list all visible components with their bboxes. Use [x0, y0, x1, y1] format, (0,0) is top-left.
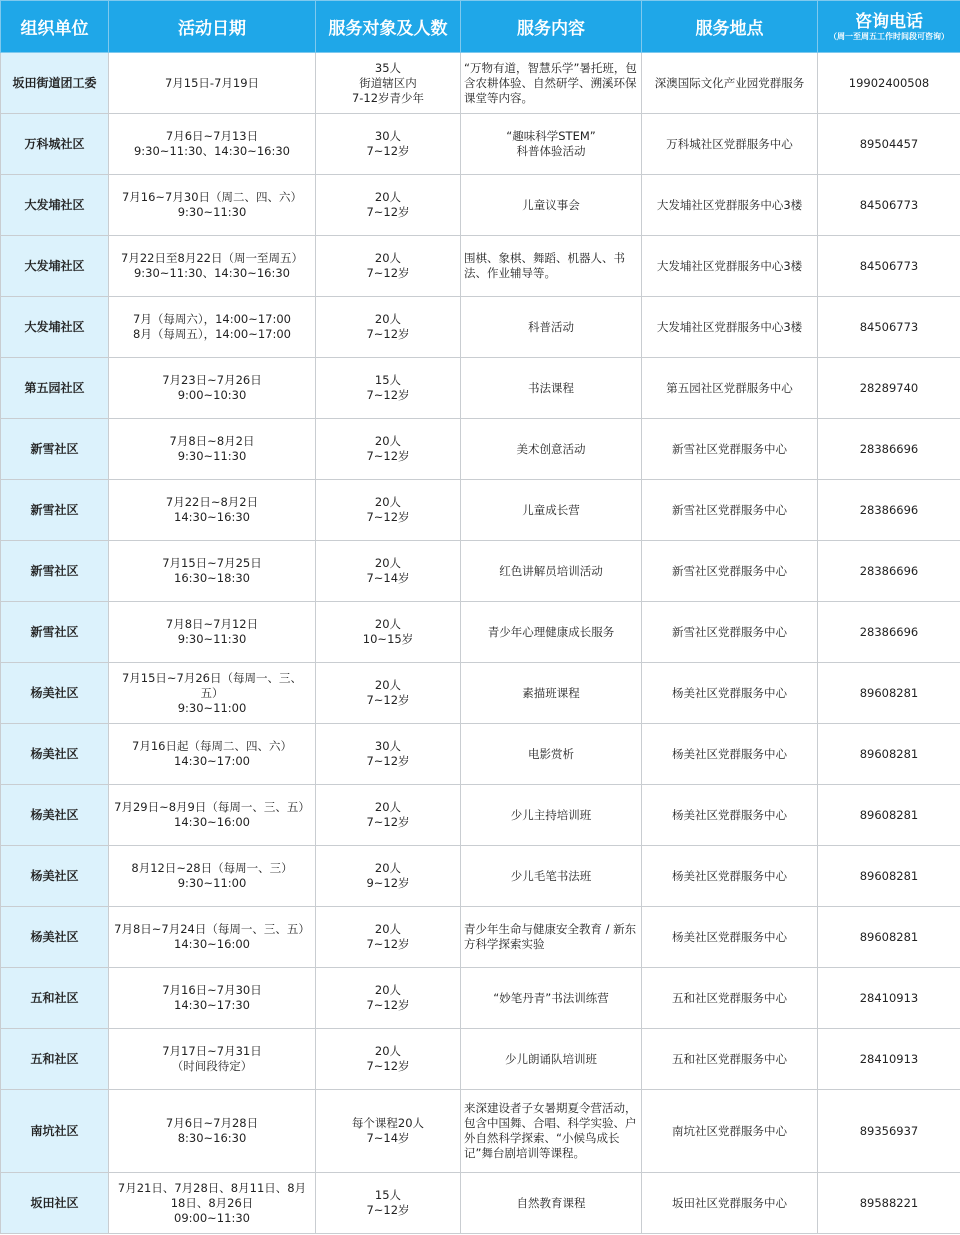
content-cell: 红色讲解员培训活动: [461, 541, 642, 602]
org-cell: 新雪社区: [1, 419, 109, 480]
target-cell: 30人 7~12岁: [316, 724, 461, 785]
phone-cell: 19902400508: [818, 53, 960, 114]
content-cell: 儿童议事会: [461, 175, 642, 236]
phone-cell: 89504457: [818, 114, 960, 175]
target-cell: 20人 7~12岁: [316, 480, 461, 541]
date-cell: 7月15日~7月26日（每周一、三、五） 9:30~11:00: [109, 663, 316, 724]
table-row: [1, 1029, 960, 1090]
location-cell: 万科城社区党群服务中心: [642, 114, 818, 175]
org-cell: 杨美社区: [1, 785, 109, 846]
target-cell: 20人 10~15岁: [316, 602, 461, 663]
header-target: 服务对象及人数: [316, 1, 461, 53]
phone-cell: 28386696: [818, 480, 960, 541]
header-org: 组织单位: [1, 1, 109, 53]
target-cell: 35人 街道辖区内 7-12岁青少年: [316, 53, 461, 114]
org-cell: 万科城社区: [1, 114, 109, 175]
content-cell: 自然教育课程: [461, 1173, 642, 1234]
org-cell: 坂田社区: [1, 1173, 109, 1234]
org-cell: 新雪社区: [1, 541, 109, 602]
table-row: [1, 907, 960, 968]
table-row: [1, 297, 960, 358]
table-body: [1, 53, 960, 1234]
table-row: [1, 236, 960, 297]
table-row: [1, 1090, 960, 1173]
location-cell: 新雪社区党群服务中心: [642, 541, 818, 602]
location-cell: 大发埔社区党群服务中心3楼: [642, 175, 818, 236]
table-row: [1, 114, 960, 175]
org-cell: 新雪社区: [1, 480, 109, 541]
phone-cell: 28386696: [818, 602, 960, 663]
location-cell: 南坑社区党群服务中心: [642, 1090, 818, 1173]
content-cell: 围棋、象棋、舞蹈、机器人、书法、作业辅导等。: [461, 236, 642, 297]
content-cell: 来深建设者子女暑期夏令营活动，包含中国舞、合唱、科学实验、户外自然科学探索、“小候鸟成长记”舞台剧培训等课程。: [461, 1090, 642, 1173]
phone-cell: 89608281: [818, 846, 960, 907]
org-cell: 大发埔社区: [1, 175, 109, 236]
phone-cell: 28410913: [818, 968, 960, 1029]
date-cell: 7月16日起（每周二、四、六） 14:30~17:00: [109, 724, 316, 785]
phone-cell: 89356937: [818, 1090, 960, 1173]
org-cell: 杨美社区: [1, 846, 109, 907]
table-row: [1, 175, 960, 236]
content-cell: 美术创意活动: [461, 419, 642, 480]
table-row: [1, 785, 960, 846]
table-row: [1, 968, 960, 1029]
table-row: [1, 541, 960, 602]
date-cell: 7月6日~7月28日 8:30~16:30: [109, 1090, 316, 1173]
content-cell: 电影赏析: [461, 724, 642, 785]
location-cell: 新雪社区党群服务中心: [642, 602, 818, 663]
date-cell: 7月6日~7月13日 9:30~11:30、14:30~16:30: [109, 114, 316, 175]
content-cell: “万物有道，智慧乐学”暑托班，包含农耕体验、自然研学、溯溪环保课堂等内容。: [461, 53, 642, 114]
content-cell: “趣味科学STEM” 科普体验活动: [461, 114, 642, 175]
location-cell: 坂田社区党群服务中心: [642, 1173, 818, 1234]
org-cell: 大发埔社区: [1, 236, 109, 297]
phone-cell: 28410913: [818, 1029, 960, 1090]
location-cell: 杨美社区党群服务中心: [642, 907, 818, 968]
content-cell: 素描班课程: [461, 663, 642, 724]
date-cell: 7月8日~8月2日 9:30~11:30: [109, 419, 316, 480]
table-row: [1, 846, 960, 907]
date-cell: 7月8日~7月12日 9:30~11:30: [109, 602, 316, 663]
location-cell: 五和社区党群服务中心: [642, 968, 818, 1029]
phone-cell: 84506773: [818, 236, 960, 297]
content-cell: 少儿主持培训班: [461, 785, 642, 846]
date-cell: 7月（每周六），14:00~17:00 8月（每周五），14:00~17:00: [109, 297, 316, 358]
content-cell: 书法课程: [461, 358, 642, 419]
table-row: [1, 480, 960, 541]
target-cell: 20人 7~14岁: [316, 541, 461, 602]
org-cell: 第五园社区: [1, 358, 109, 419]
target-cell: 20人 7~12岁: [316, 1029, 461, 1090]
location-cell: 杨美社区党群服务中心: [642, 724, 818, 785]
location-cell: 深澳国际文化产业园党群服务: [642, 53, 818, 114]
table-row: [1, 358, 960, 419]
target-cell: 15人 7~12岁: [316, 1173, 461, 1234]
phone-cell: 89608281: [818, 724, 960, 785]
org-cell: 五和社区: [1, 968, 109, 1029]
date-cell: 7月16~7月30日（周二、四、六） 9:30~11:30: [109, 175, 316, 236]
location-cell: 杨美社区党群服务中心: [642, 663, 818, 724]
date-cell: 7月23日~7月26日 9:00~10:30: [109, 358, 316, 419]
location-cell: 第五园社区党群服务中心: [642, 358, 818, 419]
content-cell: 青少年生命与健康安全教育 / 新东方科学探索实验: [461, 907, 642, 968]
target-cell: 20人 7~12岁: [316, 236, 461, 297]
table-header-row: [1, 1, 960, 53]
org-cell: 杨美社区: [1, 724, 109, 785]
phone-cell: 89588221: [818, 1173, 960, 1234]
org-cell: 坂田街道团工委: [1, 53, 109, 114]
location-cell: 杨美社区党群服务中心: [642, 785, 818, 846]
org-cell: 五和社区: [1, 1029, 109, 1090]
phone-cell: 84506773: [818, 175, 960, 236]
header-date: 活动日期: [109, 1, 316, 53]
target-cell: 20人 7~12岁: [316, 175, 461, 236]
org-cell: 大发埔社区: [1, 297, 109, 358]
header-phone: [818, 1, 960, 53]
target-cell: 30人 7~12岁: [316, 114, 461, 175]
table-row: [1, 53, 960, 114]
location-cell: 五和社区党群服务中心: [642, 1029, 818, 1090]
content-cell: 科普活动: [461, 297, 642, 358]
date-cell: 7月21日、7月28日、8月11日、8月18日、8月26日 09:00~11:30: [109, 1173, 316, 1234]
phone-cell: 89608281: [818, 785, 960, 846]
date-cell: 7月8日~7月24日（每周一、三、五） 14:30~16:00: [109, 907, 316, 968]
org-cell: 杨美社区: [1, 907, 109, 968]
table-row: [1, 663, 960, 724]
table-row: [1, 419, 960, 480]
header-phone-label: 咨询电话: [855, 11, 923, 32]
target-cell: 每个课程20人 7~14岁: [316, 1090, 461, 1173]
org-cell: 新雪社区: [1, 602, 109, 663]
content-cell: 儿童成长营: [461, 480, 642, 541]
location-cell: 大发埔社区党群服务中心3楼: [642, 236, 818, 297]
date-cell: 7月15日-7月19日: [109, 53, 316, 114]
date-cell: 8月12日~28日（每周一、三） 9:30~11:00: [109, 846, 316, 907]
target-cell: 20人 7~12岁: [316, 968, 461, 1029]
target-cell: 20人 7~12岁: [316, 785, 461, 846]
date-cell: 7月16日~7月30日 14:30~17:30: [109, 968, 316, 1029]
phone-cell: 28386696: [818, 541, 960, 602]
location-cell: 大发埔社区党群服务中心3楼: [642, 297, 818, 358]
header-content: 服务内容: [461, 1, 642, 53]
content-cell: 少儿毛笔书法班: [461, 846, 642, 907]
target-cell: 15人 7~12岁: [316, 358, 461, 419]
target-cell: 20人 7~12岁: [316, 907, 461, 968]
content-cell: 少儿朗诵队培训班: [461, 1029, 642, 1090]
table-row: [1, 724, 960, 785]
phone-cell: 28289740: [818, 358, 960, 419]
phone-cell: 89608281: [818, 663, 960, 724]
date-cell: 7月15日~7月25日 16:30~18:30: [109, 541, 316, 602]
table-row: [1, 602, 960, 663]
target-cell: 20人 9~12岁: [316, 846, 461, 907]
target-cell: 20人 7~12岁: [316, 419, 461, 480]
content-cell: 青少年心理健康成长服务: [461, 602, 642, 663]
org-cell: 南坑社区: [1, 1090, 109, 1173]
content-cell: “妙笔丹青”书法训练营: [461, 968, 642, 1029]
location-cell: 杨美社区党群服务中心: [642, 846, 818, 907]
org-cell: 杨美社区: [1, 663, 109, 724]
location-cell: 新雪社区党群服务中心: [642, 480, 818, 541]
header-phone-note: （周一至周五工作时间段可咨询）: [829, 31, 949, 41]
phone-cell: 84506773: [818, 297, 960, 358]
location-cell: 新雪社区党群服务中心: [642, 419, 818, 480]
phone-cell: 89608281: [818, 907, 960, 968]
date-cell: 7月29日~8月9日（每周一、三、五） 14:30~16:00: [109, 785, 316, 846]
phone-cell: 28386696: [818, 419, 960, 480]
target-cell: 20人 7~12岁: [316, 297, 461, 358]
date-cell: 7月17日~7月31日 （时间段待定）: [109, 1029, 316, 1090]
date-cell: 7月22日~8月2日 14:30~16:30: [109, 480, 316, 541]
target-cell: 20人 7~12岁: [316, 663, 461, 724]
table-row: [1, 1173, 960, 1234]
date-cell: 7月22日至8月22日（周一至周五） 9:30~11:30、14:30~16:30: [109, 236, 316, 297]
header-location: 服务地点: [642, 1, 818, 53]
